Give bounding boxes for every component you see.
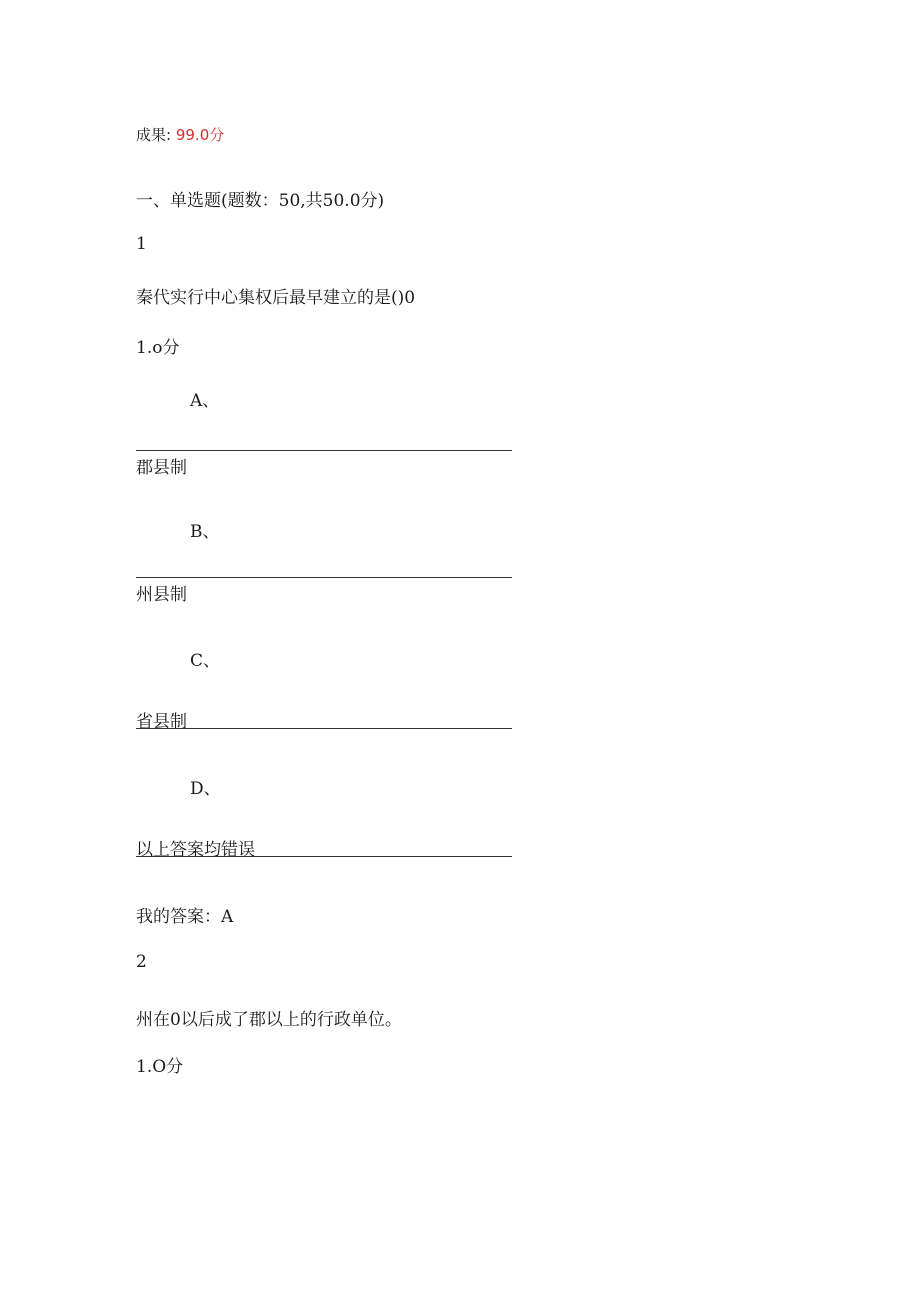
question-number: 2 [136, 952, 147, 972]
option-c-text: 省县制 [136, 712, 187, 732]
option-d-underline [136, 856, 512, 857]
option-a-letter: A、 [190, 391, 220, 411]
option-d-text: 以上答案均错误 [136, 840, 255, 860]
score-value: 99.0分 [175, 126, 225, 144]
score-label: 成果: [136, 126, 172, 144]
option-a-underline [136, 450, 512, 451]
option-a-text: 郡县制 [136, 458, 187, 478]
question-text: 秦代实行中心集权后最早建立的是()0 [136, 288, 416, 308]
score-line [136, 124, 224, 145]
option-c-underline [136, 728, 512, 729]
question-text: 州在0以后成了郡以上的行政单位。 [136, 1010, 402, 1030]
my-answer: 我的答案：A [136, 907, 234, 927]
question-points: 1.o分 [136, 338, 180, 358]
option-b-letter: B、 [190, 522, 220, 542]
option-b-underline [136, 577, 512, 578]
question-points: 1.O分 [136, 1057, 184, 1077]
option-d-letter: D、 [190, 779, 221, 799]
option-c-letter: C、 [190, 651, 221, 671]
question-number: 1 [136, 234, 147, 254]
section-title: 一、单选题(题数：50,共50.0分) [136, 191, 385, 211]
option-b-text: 州县制 [136, 585, 187, 605]
